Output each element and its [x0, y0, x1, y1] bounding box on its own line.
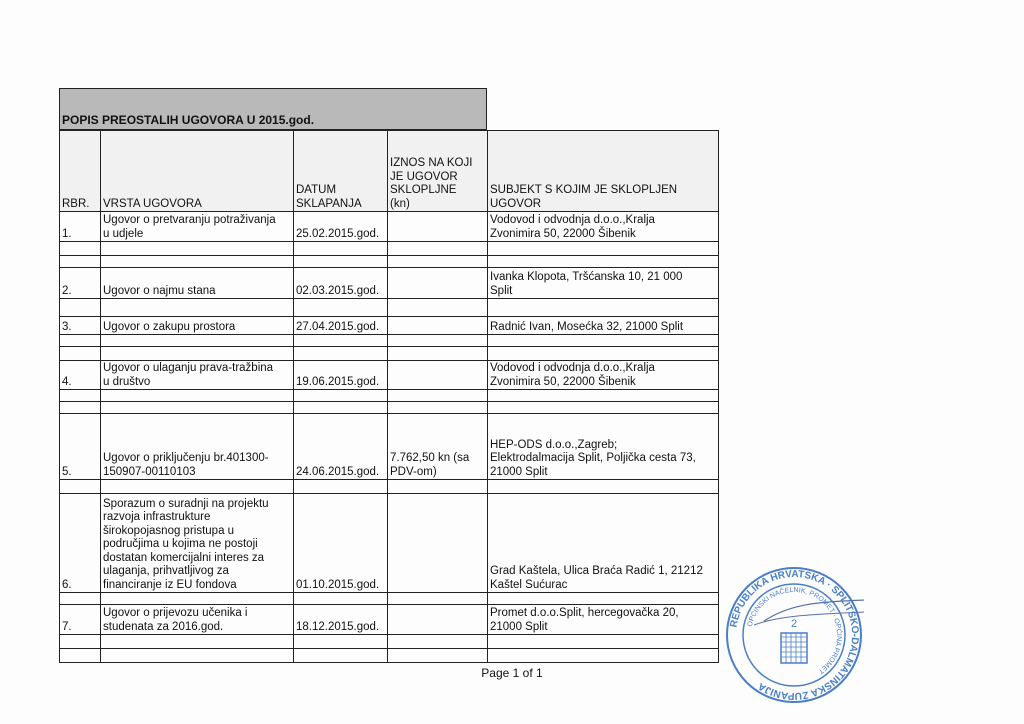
empty-cell: [488, 635, 719, 649]
cell-subjekt-line: Elektrodalmacija Split, Poljička cesta 73,: [490, 452, 696, 464]
spacer-row: [60, 299, 719, 317]
cell-vrsta: [101, 212, 294, 242]
empty-cell: [101, 635, 294, 649]
table-row: [60, 605, 719, 635]
empty-cell: [60, 480, 101, 494]
empty-cell: [294, 480, 388, 494]
empty-cell: [101, 256, 294, 268]
table-row: [60, 414, 719, 480]
stamp-outer-text: REPUBLIKA HRVATSKA · SPLITSKO-DALMATINSKA ŽUPANIJA: [728, 568, 861, 702]
cell-vrsta-line: Ugovor o najmu stana: [103, 284, 216, 297]
header-subjekt: SUBJEKT S KOJIM JE SKLOPLJEN UGOVOR: [488, 131, 719, 212]
cell-subjekt-line: Grad Kaštela, Ulica Braća Radić 1, 21212: [490, 565, 703, 577]
empty-cell: [294, 649, 388, 663]
header-iznos: IZNOS NA KOJI JE UGOVOR SKLOPLJNE (kn): [388, 131, 488, 212]
empty-cell: [60, 256, 101, 268]
cell-datum: [294, 317, 388, 335]
empty-cell: [294, 347, 388, 361]
table-row: [60, 268, 719, 299]
spacer-row: [60, 242, 719, 256]
cell-datum-text: 24.06.2015.god.: [296, 465, 380, 478]
cell-iznos: [388, 605, 488, 635]
empty-cell: [488, 480, 719, 494]
cell-iznos: [388, 268, 488, 299]
cell-datum-text: 18.12.2015.god.: [296, 620, 380, 633]
cell-subjekt-line: Radnić Ivan, Mosećka 32, 21000 Split: [490, 320, 684, 333]
empty-cell: [60, 390, 101, 402]
cell-rbr-text: 4.: [62, 375, 72, 388]
cell-vrsta-line: Sporazum o suradnji na projektu: [103, 497, 269, 510]
cell-datum-text: 25.02.2015.god.: [296, 227, 380, 240]
cell-datum-text: 19.06.2015.god.: [296, 375, 380, 388]
spacer-row: [60, 649, 719, 663]
empty-cell: [388, 256, 488, 268]
cell-datum: [294, 605, 388, 635]
cell-vrsta-line: dostatan komercijalni interes za: [103, 551, 265, 564]
empty-cell: [60, 347, 101, 361]
empty-cell: [388, 299, 488, 317]
cell-vrsta-line: u društvo: [103, 375, 151, 388]
empty-cell: [488, 402, 719, 414]
empty-cell: [60, 593, 101, 605]
cell-rbr: [60, 212, 101, 242]
empty-cell: [101, 402, 294, 414]
empty-cell: [488, 390, 719, 402]
empty-cell: [101, 242, 294, 256]
cell-subjekt-line: HEP-ODS d.o.o.,Zagreb;: [490, 438, 618, 451]
cell-iznos-line: PDV-om): [390, 465, 437, 478]
cell-datum-text: 27.04.2015.god.: [296, 320, 380, 333]
cell-datum-text: 02.03.2015.god.: [296, 284, 380, 297]
cell-subjekt-line: Kaštel Sućurac: [490, 578, 568, 591]
empty-cell: [294, 242, 388, 256]
cell-vrsta-line: u udjele: [103, 227, 144, 240]
cell-vrsta-line: Ugovor o pretvaranju potraživanja: [103, 214, 276, 226]
cell-vrsta-line: studenata za 2016.god.: [103, 620, 224, 633]
cell-vrsta: [101, 494, 294, 593]
cell-vrsta-line: područjima u kojima ne postoji: [103, 538, 258, 550]
header-vrsta: VRSTA UGOVORA: [101, 131, 294, 212]
empty-cell: [60, 242, 101, 256]
header-datum: DATUM SKLAPANJA: [294, 131, 388, 212]
cell-vrsta-line: Ugovor o ulaganju prava-tražbina: [103, 362, 274, 374]
empty-cell: [388, 593, 488, 605]
empty-cell: [60, 402, 101, 414]
cell-vrsta: [101, 361, 294, 390]
svg-text:OPĆINSKI NAČELNIK, PROMET · OP: [747, 586, 844, 675]
empty-cell: [101, 347, 294, 361]
cell-vrsta-line: Ugovor o prijevozu učenika i: [103, 607, 248, 619]
cell-rbr-text: 3.: [62, 320, 72, 333]
cell-vrsta: [101, 268, 294, 299]
contracts-table: [59, 130, 719, 663]
cell-vrsta-line: Ugovor o zakupu prostora: [103, 320, 236, 333]
stamp-inner-text: OPĆINSKI NAČELNIK, PROMET · OPĆINA PROMET: [746, 586, 843, 675]
empty-cell: [294, 402, 388, 414]
cell-subjekt: [488, 494, 719, 593]
cell-rbr-text: 2.: [62, 284, 72, 297]
cell-vrsta-line: 150907-00110103: [103, 465, 196, 478]
cell-vrsta-line: širokopojasnog pristupa u: [103, 524, 235, 537]
cell-rbr-text: 6.: [62, 578, 72, 591]
empty-cell: [488, 335, 719, 347]
empty-cell: [60, 335, 101, 347]
cell-datum-text: 01.10.2015.god.: [296, 578, 380, 591]
empty-cell: [388, 335, 488, 347]
empty-cell: [488, 347, 719, 361]
empty-cell: [388, 402, 488, 414]
coat-of-arms-icon: [781, 633, 807, 663]
empty-cell: [388, 635, 488, 649]
cell-rbr: [60, 317, 101, 335]
empty-cell: [101, 593, 294, 605]
cell-subjekt: [488, 268, 719, 299]
cell-vrsta-line: razvoja infrastrukture: [103, 511, 211, 523]
header-row: [60, 131, 719, 212]
cell-subjekt-line: 21000 Split: [490, 620, 548, 633]
cell-subjekt: [488, 605, 719, 635]
spacer-row: [60, 402, 719, 414]
cell-rbr: [60, 268, 101, 299]
empty-cell: [60, 635, 101, 649]
cell-vrsta-line: Ugovor o priključenju br.401300-: [103, 452, 269, 464]
empty-cell: [294, 593, 388, 605]
cell-rbr: [60, 605, 101, 635]
empty-cell: [101, 299, 294, 317]
cell-subjekt-line: Vodovod i odvodnja d.o.o.,Kralja: [490, 214, 655, 226]
cell-vrsta: [101, 414, 294, 480]
cell-datum: [294, 268, 388, 299]
spacer-row: [60, 347, 719, 361]
cell-iznos: [388, 361, 488, 390]
spacer-row: [60, 635, 719, 649]
cell-iznos-line: 7.762,50 kn (sa: [390, 452, 470, 464]
cell-subjekt: [488, 212, 719, 242]
cell-subjekt: [488, 361, 719, 390]
cell-iznos: [388, 212, 488, 242]
cell-rbr-text: 5.: [62, 465, 72, 478]
empty-cell: [294, 299, 388, 317]
empty-cell: [488, 299, 719, 317]
empty-cell: [60, 299, 101, 317]
spacer-row: [60, 390, 719, 402]
cell-subjekt-line: Vodovod i odvodnja d.o.o.,Kralja: [490, 362, 655, 374]
empty-cell: [488, 649, 719, 663]
table-row: [60, 212, 719, 242]
cell-datum: [294, 494, 388, 593]
cell-rbr-text: 1.: [62, 227, 72, 240]
spacer-row: [60, 335, 719, 347]
empty-cell: [488, 593, 719, 605]
empty-cell: [388, 242, 488, 256]
header-rbr: RBR.: [60, 131, 101, 212]
cell-datum: [294, 212, 388, 242]
cell-subjekt-line: 21000 Split: [490, 465, 548, 478]
empty-cell: [388, 649, 488, 663]
empty-cell: [388, 480, 488, 494]
cell-rbr-text: 7.: [62, 620, 72, 633]
table-title: POPIS PREOSTALIH UGOVORA U 2015.god.: [62, 113, 315, 127]
empty-cell: [60, 649, 101, 663]
empty-cell: [294, 635, 388, 649]
empty-cell: [101, 390, 294, 402]
empty-cell: [488, 256, 719, 268]
empty-cell: [101, 649, 294, 663]
cell-rbr: [60, 361, 101, 390]
cell-vrsta: [101, 605, 294, 635]
spacer-row: [60, 480, 719, 494]
cell-datum: [294, 361, 388, 390]
empty-cell: [294, 390, 388, 402]
table-row: [60, 494, 719, 593]
cell-vrsta: [101, 317, 294, 335]
cell-iznos: [388, 414, 488, 480]
table-row: [60, 361, 719, 390]
empty-cell: [388, 390, 488, 402]
cell-subjekt-line: Promet d.o.o.Split, hercegovačka 20,: [490, 607, 679, 619]
cell-iznos: [388, 494, 488, 593]
official-stamp: [724, 565, 864, 705]
empty-cell: [388, 347, 488, 361]
empty-cell: [488, 242, 719, 256]
cell-subjekt-line: Zvonimira 50, 22000 Šibenik: [490, 227, 636, 240]
spacer-row: [60, 593, 719, 605]
stamp-number: 2: [790, 618, 798, 630]
cell-datum: [294, 414, 388, 480]
spacer-row: [60, 256, 719, 268]
cell-vrsta-line: ulaganja, prihvatljivog za: [103, 565, 229, 577]
cell-subjekt: [488, 317, 719, 335]
empty-cell: [294, 335, 388, 347]
cell-iznos: [388, 317, 488, 335]
table-title-bar: [59, 88, 487, 130]
cell-rbr: [60, 414, 101, 480]
cell-subjekt-line: Ivanka Klopota, Tršćanska 10, 21 000: [490, 271, 683, 283]
cell-subjekt-line: Zvonimira 50, 22000 Šibenik: [490, 375, 636, 388]
empty-cell: [294, 256, 388, 268]
cell-vrsta-line: financiranje iz EU fondova: [103, 578, 237, 591]
cell-subjekt: [488, 414, 719, 480]
cell-rbr: [60, 494, 101, 593]
cell-subjekt-line: Split: [490, 284, 513, 297]
page-footer: Page 1 of 1: [481, 666, 543, 680]
empty-cell: [101, 335, 294, 347]
empty-cell: [101, 480, 294, 494]
table-row: [60, 317, 719, 335]
